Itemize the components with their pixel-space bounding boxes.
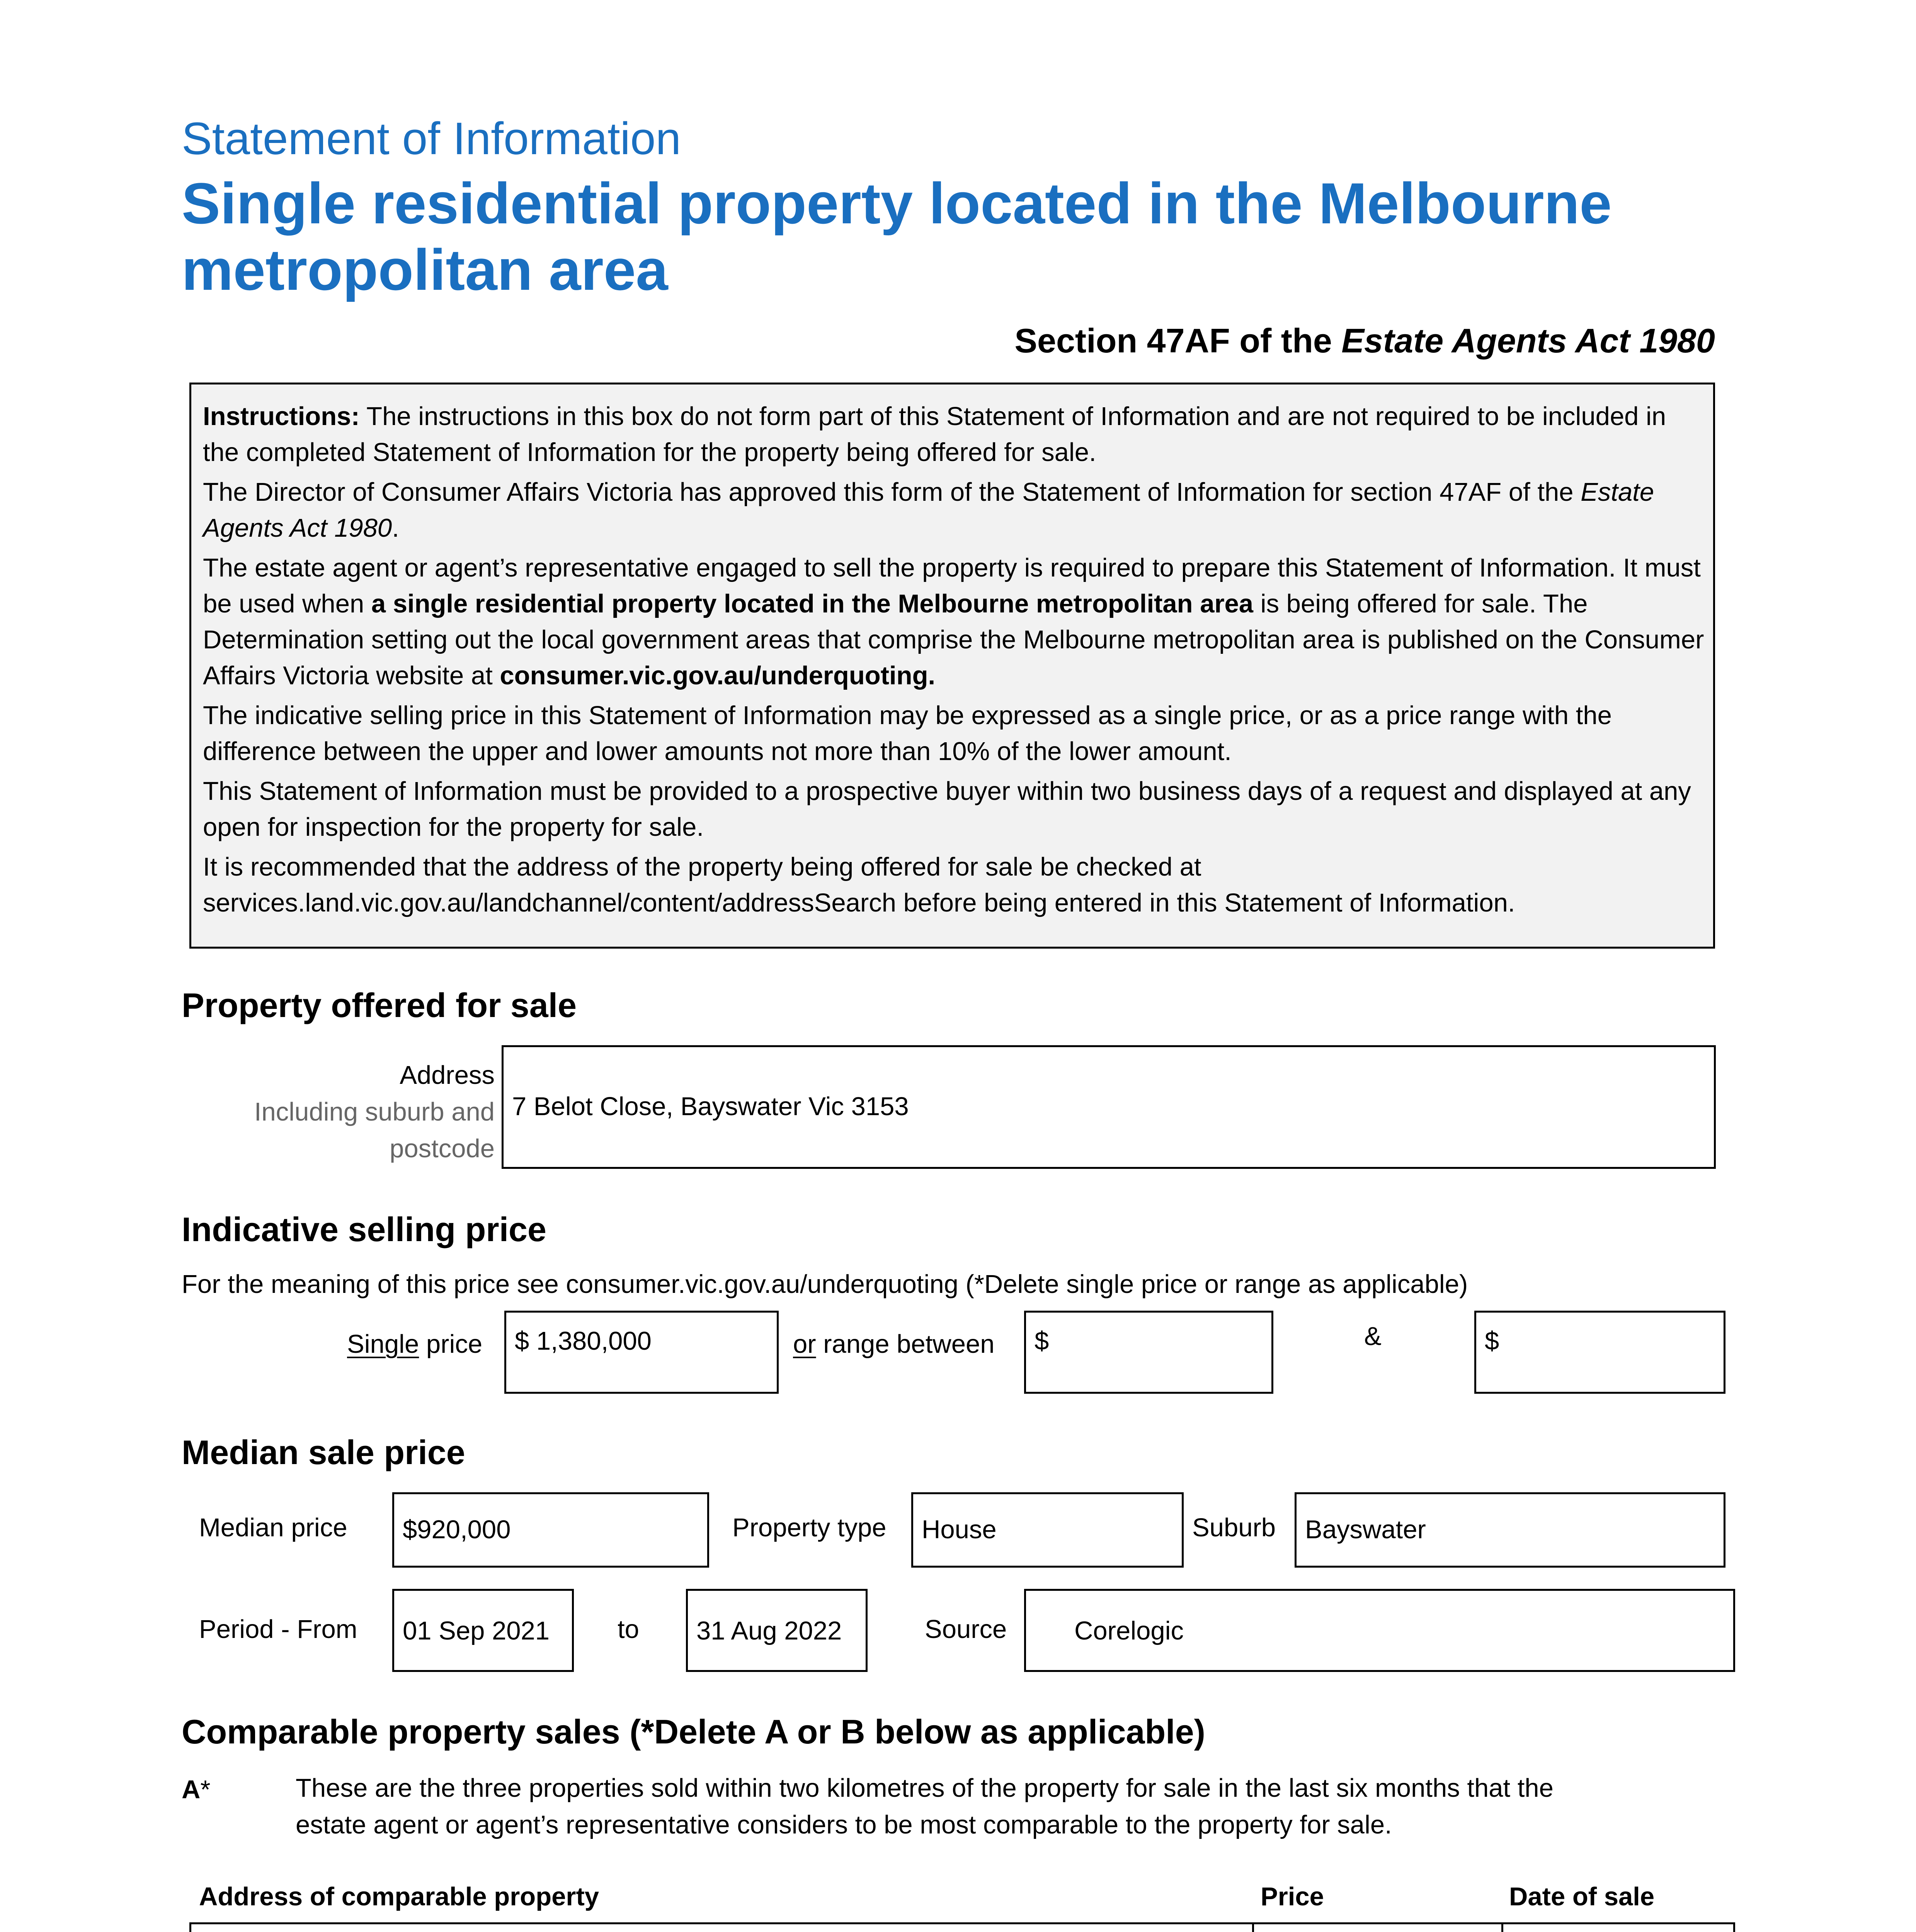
single-price-label [347, 1331, 482, 1357]
median-price-field[interactable] [392, 1492, 709, 1568]
suburb-value: Bayswater [1305, 1515, 1426, 1544]
indicative-note: For the meaning of this price see consumer.vic.gov.au/underquoting (*Delete single price or range as applicable) [182, 1270, 1468, 1299]
option-a-text [296, 1770, 1554, 1843]
property-type-label: Property type [732, 1513, 887, 1542]
suburb-field[interactable] [1295, 1492, 1725, 1568]
range-word: range between [816, 1330, 995, 1359]
range-label [793, 1331, 994, 1357]
option-a-text-1: These are the three properties sold within two kilometres of the property for sale in the last six months that the [296, 1774, 1554, 1803]
section-reference [1014, 321, 1715, 360]
instructions-label: Instructions: [203, 402, 360, 431]
instructions-p2-act: Estate Agents Act 1980 [203, 478, 1654, 543]
single-price-value: $ 1,380,000 [515, 1327, 652, 1355]
instructions-p2 [203, 474, 1705, 546]
range-low-field[interactable] [1024, 1311, 1273, 1394]
single-word: Single [347, 1330, 419, 1359]
instructions-p5: This Statement of Information must be provided to a prospective buyer within two business days of a request and displayed at any open for inspection for the property for sale. [203, 777, 1691, 842]
option-a-star: * [200, 1775, 211, 1804]
period-to-value: 31 Aug 2022 [696, 1616, 842, 1645]
instructions-p3-bold: a single residential property located in the Melbourne metropolitan area [371, 589, 1254, 618]
period-to-label: to [618, 1615, 639, 1644]
instructions-p1-text: The instructions in this box do not form part of this Statement of Information and are not required to be included in the completed Statement of Information for the property being offered for sale. [203, 402, 1666, 467]
indicative-heading: Indicative selling price [182, 1210, 546, 1248]
instructions-p3-b: is being offered for sale. The Determination setting out the local government areas that comprise the Melbourne metropolitan area is published on the Consumer Affairs Victoria website at [203, 589, 1704, 690]
column-divider [1501, 1924, 1503, 1932]
range-low-value: $ [1035, 1327, 1049, 1355]
address-hint-2: postcode [390, 1134, 495, 1163]
property-type-field[interactable] [911, 1492, 1184, 1568]
suburb-label: Suburb [1192, 1513, 1276, 1542]
price-word: price [419, 1330, 483, 1359]
col-address-header: Address of comparable property [199, 1882, 599, 1911]
title-line-2: metropolitan area [182, 237, 668, 302]
instructions-p3 [203, 550, 1705, 694]
instructions-box [189, 383, 1715, 949]
address-value: 7 Belot Close, Bayswater Vic 3153 [512, 1092, 909, 1121]
comparable-heading: Comparable property sales (*Delete A or B below as applicable) [182, 1713, 1205, 1751]
underquoting-link[interactable]: consumer.vic.gov.au/underquoting. [500, 661, 936, 690]
document-kicker: Statement of Information [182, 113, 681, 164]
property-type-value: House [922, 1515, 997, 1544]
instructions-p1 [203, 398, 1705, 470]
option-a-text-2: estate agent or agent’s representative considers to be most comparable to the property for sale. [296, 1810, 1392, 1839]
comparable-table [189, 1922, 1735, 1932]
address-label-text: Address [400, 1061, 495, 1090]
range-high-field[interactable] [1474, 1311, 1725, 1394]
instructions-p3-a: The estate agent or agent’s representative engaged to sell the property is required to prepare this Statement of Information. It must be used when [203, 553, 1701, 618]
period-from-value: 01 Sep 2021 [403, 1616, 550, 1645]
col-price-header: Price [1261, 1882, 1324, 1911]
source-value: Corelogic [1074, 1616, 1184, 1645]
instructions-p4: The indicative selling price in this Statement of Information may be expressed as a single price, or as a price range with the difference between the upper and lower amounts not more than 10% of the lower amount. [203, 701, 1612, 766]
instructions-p2-end: . [392, 514, 399, 543]
period-from-field[interactable] [392, 1589, 574, 1672]
median-price-value: $920,000 [403, 1515, 511, 1544]
option-a-letter: A [182, 1775, 201, 1804]
median-price-label: Median price [199, 1513, 347, 1542]
instructions-p2-text: The Director of Consumer Affairs Victoria has approved this form of the Statement of Information for section 47AF of the [203, 478, 1581, 507]
address-field[interactable] [502, 1045, 1716, 1169]
range-high-value: $ [1485, 1327, 1499, 1355]
median-heading: Median sale price [182, 1433, 465, 1471]
document-title [182, 170, 1612, 303]
instructions-p6: It is recommended that the address of the property being offered for sale be checked at services.land.vic.gov.au/landchannel/content/addressSearch before being entered in this Statement of Information. [203, 852, 1515, 917]
address-hint-1: Including suburb and [254, 1097, 495, 1126]
option-a-label [182, 1777, 210, 1803]
period-to-field[interactable] [686, 1589, 868, 1672]
section-prefix: Section 47AF of the [1014, 321, 1342, 360]
or-word: or [793, 1330, 816, 1359]
section-act: Estate Agents Act 1980 [1341, 321, 1715, 360]
column-divider [1252, 1924, 1254, 1932]
address-label [155, 1057, 495, 1167]
col-date-header: Date of sale [1509, 1882, 1655, 1911]
source-field[interactable] [1024, 1589, 1735, 1672]
title-line-1: Single residential property located in the Melbourne [182, 171, 1612, 236]
property-heading: Property offered for sale [182, 986, 577, 1024]
single-price-field[interactable] [504, 1311, 779, 1394]
period-from-label: Period - From [199, 1615, 357, 1644]
range-ampersand: & [1364, 1322, 1382, 1351]
source-label: Source [925, 1615, 1007, 1644]
